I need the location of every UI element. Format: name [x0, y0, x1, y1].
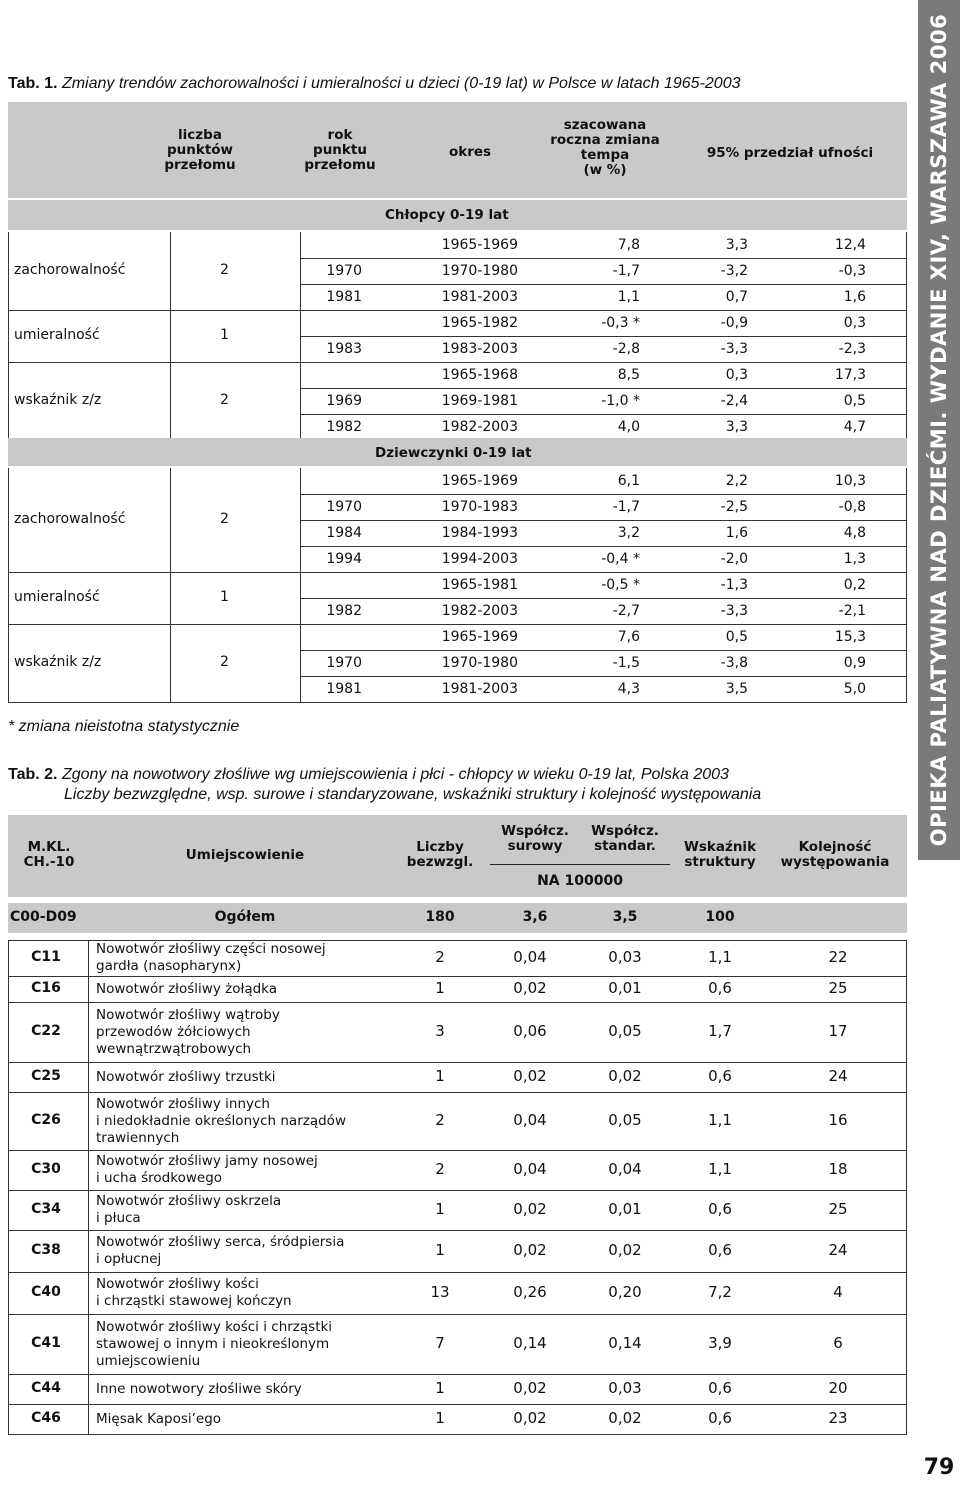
tab2-header-liczby: Liczby bezwzgl.	[406, 839, 474, 870]
tab1-cell-lo: 0,7	[725, 289, 748, 305]
tab2-total-code: C00-D09	[10, 909, 77, 925]
tab1-group-label: zachorowalność	[14, 511, 126, 527]
tab2-cell-kolejnosc: 25	[828, 979, 848, 997]
tab2-cell-surowy: 0,02	[513, 1379, 547, 1397]
tab1-cell-hi: 15,3	[834, 629, 866, 645]
tab2-header-divider	[490, 864, 670, 865]
tab1-row-divider	[300, 598, 907, 599]
tab2-row-divider	[8, 1190, 907, 1191]
tab2-caption-text: Zgony na nowotwory złośliwe wg umiejscowienia i płci - chłopcy w wieku 0-19 lat, Polska 2003	[61, 766, 729, 783]
tab1-cell-hi: 4,7	[843, 419, 866, 435]
tab2-cell-standar: 0,05	[608, 1111, 642, 1129]
tab2-cell-label: Mięsak Kaposi’ego	[96, 1410, 222, 1427]
tab1-row	[0, 624, 910, 650]
tab1-cell-hi: -2,3	[838, 341, 866, 357]
tab2-cell-kolejnosc: 6	[833, 1334, 843, 1352]
tab2-cell-surowy: 0,14	[513, 1334, 547, 1352]
tab2-cell-kolejnosc: 16	[828, 1111, 848, 1129]
tab1-header-rok: rok punktu przełomu	[304, 127, 376, 173]
tab1-cell-rok: 1984	[326, 525, 362, 541]
tab1-section-title: Dziewczynki 0-19 lat	[375, 445, 532, 461]
tab2-row-divider	[8, 1404, 907, 1405]
tab1-caption-label: Tab. 1.	[8, 75, 58, 92]
tab2-total-standar: 3,5	[612, 909, 638, 925]
tab2-cell-label: Nowotwór złośliwy kości i chrząstki stawowej o innym i nieokreślonym umiejscowieniu	[96, 1318, 333, 1369]
tab1-row-divider	[300, 494, 907, 495]
tab2-cell-standar: 0,20	[608, 1283, 642, 1301]
tab1-cell-lo: -2,5	[720, 499, 748, 515]
tab1-row	[0, 388, 910, 414]
tab1-cell-okres: 1965-1981	[441, 577, 518, 593]
tab1-cell-rok: 1970	[326, 655, 362, 671]
tab1-row-divider	[300, 520, 907, 521]
tab1-caption-text: Zmiany trendów zachorowalności i umieralności u dzieci (0-19 lat) w Polsce w latach 1965-2003	[61, 75, 741, 92]
tab1-cell-rok: 1994	[326, 551, 362, 567]
tab1-cell-hi: 5,0	[843, 681, 866, 697]
tab2-cell-standar: 0,03	[608, 948, 642, 966]
tab2-cell-code: C46	[31, 1410, 61, 1426]
tab2-cell-code: C44	[31, 1380, 61, 1396]
tab1-group-points: 2	[220, 511, 229, 527]
tab2-column-divider	[88, 940, 89, 1434]
tab1-cell-okres: 1965-1969	[441, 473, 518, 489]
tab2-cell-standar: 0,02	[608, 1241, 642, 1259]
tab2-row-divider	[8, 1150, 907, 1151]
tab1-cell-lo: 3,5	[725, 681, 748, 697]
tab2-cell-label: Nowotwór złośliwy żołądka	[96, 980, 278, 997]
sidebar-title	[918, 0, 960, 860]
tab1-group-points: 1	[220, 589, 229, 605]
tab1-cell-zmiana: -0,5 *	[601, 577, 640, 593]
tab2-total-surowy: 3,6	[522, 909, 548, 925]
tab2-header-kolejnosc: Kolejność występowania	[780, 839, 890, 870]
tab1-cell-lo: -3,2	[720, 263, 748, 279]
tab1-cell-lo: -3,3	[720, 603, 748, 619]
tab1-cell-okres: 1970-1980	[441, 655, 518, 671]
tab2-cell-wskaznik: 7,2	[708, 1283, 732, 1301]
tab2-cell-liczby: 1	[435, 1241, 445, 1259]
tab2-cell-kolejnosc: 4	[833, 1283, 843, 1301]
tab1-column-divider	[170, 232, 171, 440]
tab1-cell-okres: 1981-2003	[441, 681, 518, 697]
tab2-cell-kolejnosc: 20	[828, 1379, 848, 1397]
tab1-column-divider	[170, 468, 171, 702]
tab2-cell-surowy: 0,04	[513, 948, 547, 966]
tab1-row	[0, 494, 910, 520]
tab2-cell-liczby: 2	[435, 1160, 445, 1178]
tab1-cell-okres: 1994-2003	[441, 551, 518, 567]
tab2-cell-code: C41	[31, 1335, 61, 1351]
tab2-cell-standar: 0,02	[608, 1067, 642, 1085]
tab2-cell-code: C11	[31, 949, 61, 965]
sidebar-title-text: OPIEKA PALIATYWNA NAD DZIEĆMI. WYDANIE XIV, WARSZAWA 2006	[927, 13, 951, 847]
tab1-cell-hi: 17,3	[834, 367, 866, 383]
tab1-cell-okres: 1984-1993	[441, 525, 518, 541]
tab1-group-label: wskaźnik z/z	[14, 654, 102, 670]
tab1-cell-hi: -0,3	[838, 263, 866, 279]
tab2-column-divider	[906, 940, 907, 1434]
tab1-column-divider	[906, 468, 907, 702]
tab1-cell-okres: 1965-1969	[441, 629, 518, 645]
tab2-cell-kolejnosc: 17	[828, 1022, 848, 1040]
tab2-cell-kolejnosc: 22	[828, 948, 848, 966]
tab1-column-divider	[300, 232, 301, 440]
tab2-cell-label: Inne nowotwory złośliwe skóry	[96, 1380, 302, 1397]
tab2-cell-code: C40	[31, 1284, 61, 1300]
tab2-cell-code: C26	[31, 1112, 61, 1128]
tab1-row	[0, 468, 910, 494]
tab1-row-divider	[300, 284, 907, 285]
tab1-cell-zmiana: -1,5	[612, 655, 640, 671]
tab1-cell-hi: 0,9	[843, 655, 866, 671]
tab2-top-divider	[8, 940, 907, 941]
page-number: 79	[923, 1455, 955, 1480]
tab1-cell-rok	[300, 362, 362, 388]
tab1-cell-lo: 0,5	[725, 629, 748, 645]
tab1-cell-rok: 1983	[326, 341, 362, 357]
tab2-cell-code: C38	[31, 1242, 61, 1258]
tab2-cell-kolejnosc: 18	[828, 1160, 848, 1178]
tab1-group-label: umieralność	[14, 589, 100, 605]
tab1-cell-rok	[300, 232, 362, 258]
tab2-total-liczby: 180	[425, 909, 455, 925]
tab1-cell-hi: 0,3	[843, 315, 866, 331]
tab1-cell-rok: 1970	[326, 263, 362, 279]
tab1-group-points: 2	[220, 392, 229, 408]
tab1-group-label: zachorowalność	[14, 262, 126, 278]
tab2-cell-wskaznik: 3,9	[708, 1334, 732, 1352]
tab1-row-divider	[300, 388, 907, 389]
tab2-cell-surowy: 0,26	[513, 1283, 547, 1301]
tab2-cell-liczby: 2	[435, 948, 445, 966]
tab2-cell-surowy: 0,04	[513, 1160, 547, 1178]
tab1-cell-zmiana: 8,5	[617, 367, 640, 383]
tab2-cell-standar: 0,02	[608, 1409, 642, 1427]
tab1-cell-lo: -2,4	[720, 393, 748, 409]
tab2-caption-label: Tab. 2.	[8, 766, 58, 783]
tab1-cell-rok: 1970	[326, 499, 362, 515]
tab1-group-points: 2	[220, 654, 229, 670]
tab2-header-umiejscowienie: Umiejscowienie	[185, 847, 305, 863]
tab2-cell-standar: 0,05	[608, 1022, 642, 1040]
tab1-cell-zmiana: 4,3	[617, 681, 640, 697]
tab2-cell-kolejnosc: 25	[828, 1200, 848, 1218]
tab2-total-wskaznik: 100	[705, 909, 735, 925]
tab1-group-points: 1	[220, 327, 229, 343]
tab1-header-liczba: liczba punktów przełomu	[164, 127, 236, 173]
tab2-cell-label: Nowotwór złośliwy serca, śródpiersia i opłucnej	[96, 1234, 345, 1267]
tab1-cell-okres: 1965-1969	[441, 237, 518, 253]
tab1-cell-zmiana: 6,1	[617, 473, 640, 489]
tab2-cell-standar: 0,14	[608, 1334, 642, 1352]
tab2-cell-wskaznik: 1,1	[708, 1111, 732, 1129]
tab1-cell-zmiana: -0,3 *	[601, 315, 640, 331]
tab1-cell-hi: -0,8	[838, 499, 866, 515]
tab1-cell-lo: 0,3	[725, 367, 748, 383]
tab2-cell-kolejnosc: 24	[828, 1067, 848, 1085]
tab2-row-divider	[8, 1062, 907, 1063]
tab1-row	[0, 284, 910, 310]
tab1-row	[0, 258, 910, 284]
tab1-caption	[8, 75, 741, 93]
tab2-cell-liczby: 1	[435, 1200, 445, 1218]
tab1-header-szacowana: szacowana roczna zmiana tempa (w %)	[550, 117, 660, 178]
tab1-column-divider	[8, 232, 9, 440]
sidebar	[918, 0, 960, 1491]
tab2-caption-line2: Liczby bezwzględne, wsp. surowe i standaryzowane, wskaźniki struktury i kolejność występowania	[64, 786, 762, 803]
tab1-cell-hi: 1,6	[843, 289, 866, 305]
tab1-row-divider	[300, 676, 907, 677]
tab1-cell-hi: 0,5	[843, 393, 866, 409]
tab2-cell-surowy: 0,06	[513, 1022, 547, 1040]
tab2-cell-surowy: 0,02	[513, 979, 547, 997]
tab1-cell-zmiana: 3,2	[617, 525, 640, 541]
tab2-header-na: NA 100000	[537, 873, 623, 889]
tab1-cell-okres: 1982-2003	[441, 603, 518, 619]
tab2-cell-wskaznik: 0,6	[708, 1409, 732, 1427]
tab2-row-divider	[8, 1374, 907, 1375]
tab1-cell-lo: -2,0	[720, 551, 748, 567]
tab2-cell-surowy: 0,02	[513, 1409, 547, 1427]
tab1-cell-zmiana: -2,7	[612, 603, 640, 619]
tab1-row	[0, 598, 910, 624]
tab1-cell-hi: 12,4	[834, 237, 866, 253]
tab2-cell-liczby: 1	[435, 1409, 445, 1427]
tab1-row-divider	[300, 546, 907, 547]
tab1-row	[0, 546, 910, 572]
tab2-cell-code: C16	[31, 980, 61, 996]
tab2-cell-kolejnosc: 23	[828, 1409, 848, 1427]
tab1-cell-hi: -2,1	[838, 603, 866, 619]
tab1-cell-rok: 1969	[326, 393, 362, 409]
tab2-cell-code: C22	[31, 1023, 61, 1039]
tab1-cell-rok: 1981	[326, 289, 362, 305]
tab1-cell-zmiana: 4,0	[617, 419, 640, 435]
tab1-row	[0, 676, 910, 702]
tab1-cell-hi: 1,3	[843, 551, 866, 567]
tab2-cell-label: Nowotwór złośliwy innych i niedokładnie określonych narządów trawiennych	[96, 1095, 346, 1146]
tab1-cell-lo: -3,3	[720, 341, 748, 357]
tab2-cell-surowy: 0,02	[513, 1067, 547, 1085]
tab2-row-divider	[8, 1092, 907, 1093]
tab2-header-mkl: M.KL. CH.-10	[23, 839, 75, 870]
tab2-row-divider	[8, 1434, 907, 1435]
tab1-cell-okres: 1965-1968	[441, 367, 518, 383]
tab1-cell-zmiana: -1,7	[612, 499, 640, 515]
tab1-cell-rok	[300, 572, 362, 598]
tab2-cell-wskaznik: 0,6	[708, 1241, 732, 1259]
tab2-cell-wskaznik: 0,6	[708, 1200, 732, 1218]
tab1-cell-lo: 1,6	[725, 525, 748, 541]
tab1-cell-lo: -1,3	[720, 577, 748, 593]
tab2-cell-label: Nowotwór złośliwy trzustki	[96, 1068, 276, 1085]
tab1-row-divider	[300, 336, 907, 337]
tab2-cell-standar: 0,01	[608, 1200, 642, 1218]
tab1-section-title: Chłopcy 0-19 lat	[385, 207, 509, 223]
tab1-cell-okres: 1981-2003	[441, 289, 518, 305]
tab2-cell-liczby: 7	[435, 1334, 445, 1352]
tab2-cell-label: Nowotwór złośliwy wątroby przewodów żółciowych wewnątrzwątrobowych	[96, 1006, 280, 1057]
tab1-cell-zmiana: -1,7	[612, 263, 640, 279]
tab1-group-points: 2	[220, 262, 229, 278]
tab2-cell-wskaznik: 0,6	[708, 1067, 732, 1085]
tab2-cell-liczby: 2	[435, 1111, 445, 1129]
tab1-cell-hi: 10,3	[834, 473, 866, 489]
tab1-cell-okres: 1983-2003	[441, 341, 518, 357]
tab1-row	[0, 336, 910, 362]
tab1-cell-zmiana: -1,0 *	[601, 393, 640, 409]
tab1-cell-rok	[300, 468, 362, 494]
tab1-cell-okres: 1969-1981	[441, 393, 518, 409]
tab1-footnote: * zmiana nieistotna statystycznie	[8, 718, 240, 735]
tab1-cell-rok	[300, 624, 362, 650]
tab2-header-wskaznik: Wskaźnik struktury	[683, 839, 757, 870]
tab2-cell-wskaznik: 1,7	[708, 1022, 732, 1040]
tab1-cell-okres: 1982-2003	[441, 419, 518, 435]
tab2-cell-code: C30	[31, 1161, 61, 1177]
tab1-row	[0, 362, 910, 388]
tab2-cell-liczby: 1	[435, 1067, 445, 1085]
tab2-cell-liczby: 1	[435, 979, 445, 997]
tab1-cell-rok: 1982	[326, 603, 362, 619]
tab1-cell-rok: 1982	[326, 419, 362, 435]
tab2-cell-wskaznik: 1,1	[708, 1160, 732, 1178]
tab1-group-divider	[8, 702, 907, 703]
tab1-cell-zmiana: 7,8	[617, 237, 640, 253]
tab1-header-okres: okres	[448, 144, 492, 160]
tab2-cell-wskaznik: 1,1	[708, 948, 732, 966]
tab2-caption-line1	[8, 766, 729, 784]
tab1-cell-rok	[300, 310, 362, 336]
tab2-cell-wskaznik: 0,6	[708, 1379, 732, 1397]
tab1-row-divider	[300, 650, 907, 651]
tab2-cell-standar: 0,04	[608, 1160, 642, 1178]
tab2-cell-label: Nowotwór złośliwy części nosowej gardła (nasopharynx)	[96, 941, 326, 974]
tab1-row	[0, 232, 910, 258]
tab2-cell-label: Nowotwór złośliwy oskrzela i płuca	[96, 1193, 282, 1226]
tab2-cell-standar: 0,03	[608, 1379, 642, 1397]
tab1-group-label: wskaźnik z/z	[14, 392, 102, 408]
tab1-cell-zmiana: 7,6	[617, 629, 640, 645]
tab1-column-divider	[300, 468, 301, 702]
tab2-cell-liczby: 3	[435, 1022, 445, 1040]
tab1-cell-lo: -0,9	[720, 315, 748, 331]
tab1-cell-lo: -3,8	[720, 655, 748, 671]
tab2-row-divider	[8, 1002, 907, 1003]
tab1-cell-lo: 2,2	[725, 473, 748, 489]
tab1-cell-rok: 1981	[326, 681, 362, 697]
tab2-row-divider	[8, 1314, 907, 1315]
tab1-cell-okres: 1970-1983	[441, 499, 518, 515]
tab1-cell-hi: 0,2	[843, 577, 866, 593]
tab1-row	[0, 414, 910, 440]
tab1-cell-hi: 4,8	[843, 525, 866, 541]
tab1-group-label: umieralność	[14, 327, 100, 343]
tab2-cell-surowy: 0,04	[513, 1111, 547, 1129]
tab2-cell-standar: 0,01	[608, 979, 642, 997]
tab2-cell-surowy: 0,02	[513, 1200, 547, 1218]
tab2-cell-liczby: 13	[430, 1283, 450, 1301]
tab2-column-divider	[8, 940, 9, 1434]
tab2-cell-kolejnosc: 24	[828, 1241, 848, 1259]
tab2-cell-code: C34	[31, 1201, 61, 1217]
tab1-cell-zmiana: 1,1	[617, 289, 640, 305]
tab2-cell-liczby: 1	[435, 1379, 445, 1397]
tab1-row	[0, 650, 910, 676]
tab1-cell-okres: 1970-1980	[441, 263, 518, 279]
tab1-cell-lo: 3,3	[725, 237, 748, 253]
tab1-row	[0, 572, 910, 598]
tab1-row	[0, 520, 910, 546]
tab1-cell-lo: 3,3	[725, 419, 748, 435]
tab2-cell-code: C25	[31, 1068, 61, 1084]
tab2-cell-label: Nowotwór złośliwy jamy nosowej i ucha środkowego	[96, 1153, 318, 1186]
tab2-row-divider	[8, 1272, 907, 1273]
tab2-header-surowy: Współcz. surowy	[501, 823, 569, 854]
tab1-cell-okres: 1965-1982	[441, 315, 518, 331]
tab2-row-divider	[8, 976, 907, 977]
tab2-row-divider	[8, 1230, 907, 1231]
tab1-row-divider	[300, 414, 907, 415]
tab1-cell-zmiana: -0,4 *	[601, 551, 640, 567]
tab2-cell-wskaznik: 0,6	[708, 979, 732, 997]
tab2-cell-label: Nowotwór złośliwy kości i chrząstki stawowej kończyn	[96, 1276, 292, 1309]
tab2-cell-surowy: 0,02	[513, 1241, 547, 1259]
tab1-cell-zmiana: -2,8	[612, 341, 640, 357]
tab1-column-divider	[8, 468, 9, 702]
tab2-header-standar: Współcz. standar.	[591, 823, 659, 854]
tab1-row	[0, 310, 910, 336]
tab1-row-divider	[300, 258, 907, 259]
tab2-total-label: Ogółem	[214, 909, 276, 925]
tab1-column-divider	[906, 232, 907, 440]
tab1-header-przedzial: 95% przedział ufności	[706, 145, 874, 161]
